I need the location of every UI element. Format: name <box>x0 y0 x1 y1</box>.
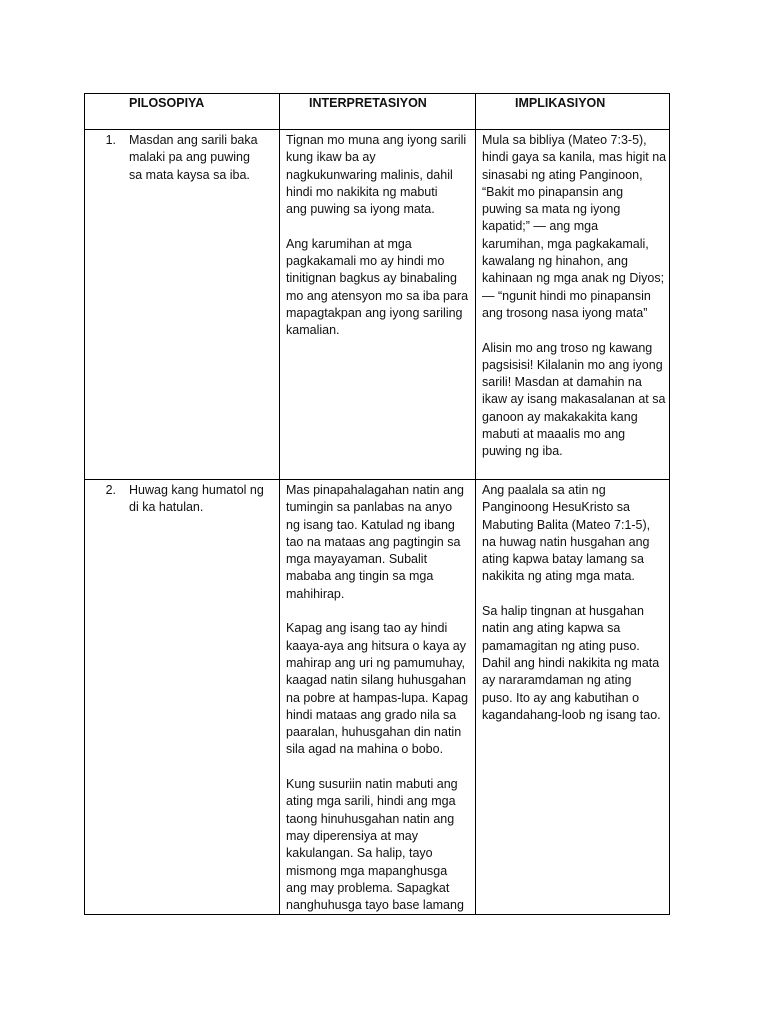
paragraph: Sa halip tingnan at husgahan natin ang ating kapwa sa pamamagitan ng ating puso. Dahil ang hindi nakikita ng mata ay nararamdaman ng ating puso. Ito ay ang kabutihan o kagandahang-loob ng isang tao. <box>482 604 661 722</box>
row-1-interpretasiyon <box>282 132 475 340</box>
row-2-pilosopiya <box>85 482 279 517</box>
paragraph: Tignan mo muna ang iyong sarili kung ikaw ba ay nagkukunwaring malinis, dahil hindi mo nakikita ng mabuti ang puwing sa iyong mata. <box>286 133 467 217</box>
paragraph: Ang paalala sa atin ng Panginoong HesuKristo sa Mabuting Balita (Mateo 7:1-5), na huwag natin husgahan ang ating kapwa batay lamang sa nakikita ng ating mga mata. <box>482 483 651 584</box>
paragraph: Alisin mo ang troso ng kawang pagsisisi! Kilalanin mo ang iyong sarili! Masdan at damahin na ikaw ay isang makasalanan at sa ganoon ay makakakita kang mabuti at maaalis mo ang puwing ng iba. <box>482 340 666 459</box>
header-pilosopiya: PILOSOPIYA <box>129 96 205 110</box>
row-1-implikasiyon <box>478 132 671 461</box>
row-number: 1. <box>105 133 116 147</box>
column-divider <box>279 94 280 914</box>
paragraph: Mas pinapahalagahan natin ang tumingin sa panlabas na anyo ng isang tao. Katulad ng ibang tao na mataas ang pagtingin sa mga mayayaman. Subalit mababa ang tingin sa mga mahihirap. <box>286 483 464 601</box>
paragraph: Kung susuriin natin mabuti ang ating mga sarili, hindi ang mga taong hinuhusgahan natin ang may diperensiya at may kakulangan. Sa halip, tayo mismong mga mapanghusga ang may problema. Sapagkat nanghuhusga tayo base lamang <box>286 777 464 913</box>
row-divider <box>85 479 669 480</box>
row-1-pilosopiya <box>85 132 279 184</box>
header-implikasiyon: IMPLIKASIYON <box>515 96 606 110</box>
philosophy-table <box>84 93 670 915</box>
column-divider <box>475 94 476 914</box>
header-interpretasiyon: INTERPRETASIYON <box>309 96 427 110</box>
pilosopiya-text: Masdan ang sarili baka malaki pa ang puwing sa mata kaysa sa iba. <box>129 133 258 182</box>
paragraph: Ang karumihan at mga pagkakamali mo ay hindi mo tinitignan bagkus ay binabaling mo ang atensyon mo sa iba para mapagtakpan ang iyong sariling kamalian. <box>286 236 469 338</box>
row-number: 2. <box>105 483 116 497</box>
paragraph: Mula sa bibliya (Mateo 7:3-5), hindi gaya sa kanila, mas higit na sinasabi ng ating Panginoon, “Bakit mo pinapansin ang puwing sa mata ng iyong kapatid;” — ang mga karumihan, mga pagkakamali, kawalang ng hinahon, ang kahinaan ng mga anak ng Diyos; — “ngunit hindi mo pinapansin ang trosong nasa iyong mata” <box>482 133 667 320</box>
pilosopiya-text: Huwag kang humatol ng di ka hatulan. <box>129 483 264 515</box>
row-2-interpretasiyon <box>282 482 475 914</box>
row-2-implikasiyon <box>478 482 671 724</box>
paragraph: Kapag ang isang tao ay hindi kaaya-aya ang hitsura o kaya ay mahirap ang uri ng pamumuhay, kaagad natin silang huhusgahan na pobre at hampas-lupa. Kapag hindi mataas ang grado nila sa paaralan, huhusgahan din natin sila agad na mahina o bobo. <box>286 621 469 757</box>
